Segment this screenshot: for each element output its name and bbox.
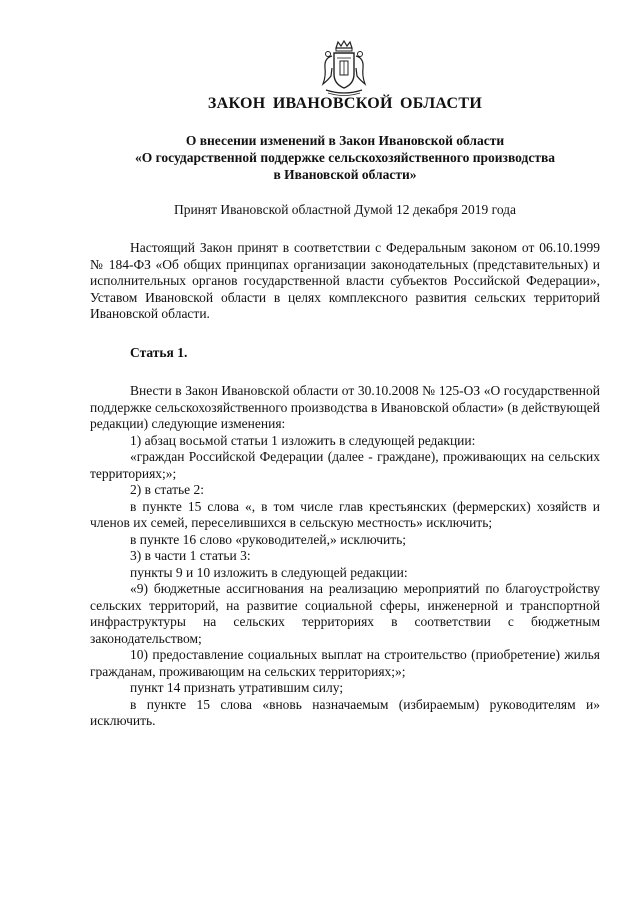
article-paragraph: 1) абзац восьмой статьи 1 изложить в следующей редакции:: [130, 432, 476, 448]
adoption-line: Принят Ивановской областной Думой 12 декабря 2019 года: [173, 202, 517, 217]
document-page: [90, 0, 600, 905]
article-paragraph: пункты 9 и 10 изложить в следующей редакции:: [130, 564, 408, 580]
article-paragraph: 2) в статье 2:: [130, 482, 204, 497]
law-subtitle: [90, 132, 600, 183]
article-paragraph: пункт 14 признать утратившим силу;: [130, 680, 344, 695]
subtitle-line: «О государственной поддержке сельскохозяйственного производства: [134, 150, 556, 165]
article-paragraph: в пункте 15 слова «вновь назначаемым (избираемым) руководителям и» исключить.: [90, 696, 600, 728]
subtitle-line: О внесении изменений в Закон Ивановской области: [185, 133, 505, 148]
article-paragraph: Внести в Закон Ивановской области от 30.10.2008 № 125-ОЗ «О государственной поддержке сельскохозяйственного производства в Ивановской области» (в действующей редакции) следующие изменения:: [90, 383, 601, 431]
article-heading: Статья 1.: [130, 344, 188, 360]
article-paragraph: «9) бюджетные ассигнования на реализацию мероприятий по благоустройству сельских территорий, на развитие социальной сферы, инженерной и транспортной инфраструктуры на сельских территориях в соответствии с бюджетным законодательством;: [90, 581, 600, 646]
article-paragraph: 10) предоставление социальных выплат на строительство (приобретение) жилья гражданам, проживающим на сельских территориях;»;: [90, 647, 600, 679]
article-paragraph: в пункте 15 слова «, в том числе глав крестьянских (фермерских) хозяйств и членов их семей, переселившихся в сельскую местность» исключить;: [90, 498, 600, 530]
preamble-paragraph: Настоящий Закон принят в соответствии с Федеральным законом от 06.10.1999 № 184-ФЗ «Об общих принципах организации законодательных (представительных) и исполнительных органов государственной власти субъектов Российской Федерации», Уставом Ивановской области в целях комплексного развития сельских территорий Ивановской области.: [90, 240, 600, 321]
article-paragraph: в пункте 16 слово «руководителей,» исключить;: [130, 531, 407, 547]
article-paragraph: 3) в части 1 статьи 3:: [130, 548, 251, 563]
law-body: [90, 240, 600, 730]
subtitle-line: в Ивановской области»: [273, 167, 417, 182]
coat-of-arms-icon: [318, 40, 370, 98]
article-paragraph: «граждан Российской Федерации (далее - граждане), проживающих на сельских территориях;»;: [90, 449, 600, 481]
law-title: ЗАКОН ИВАНОВСКОЙ ОБЛАСТИ: [207, 95, 483, 112]
